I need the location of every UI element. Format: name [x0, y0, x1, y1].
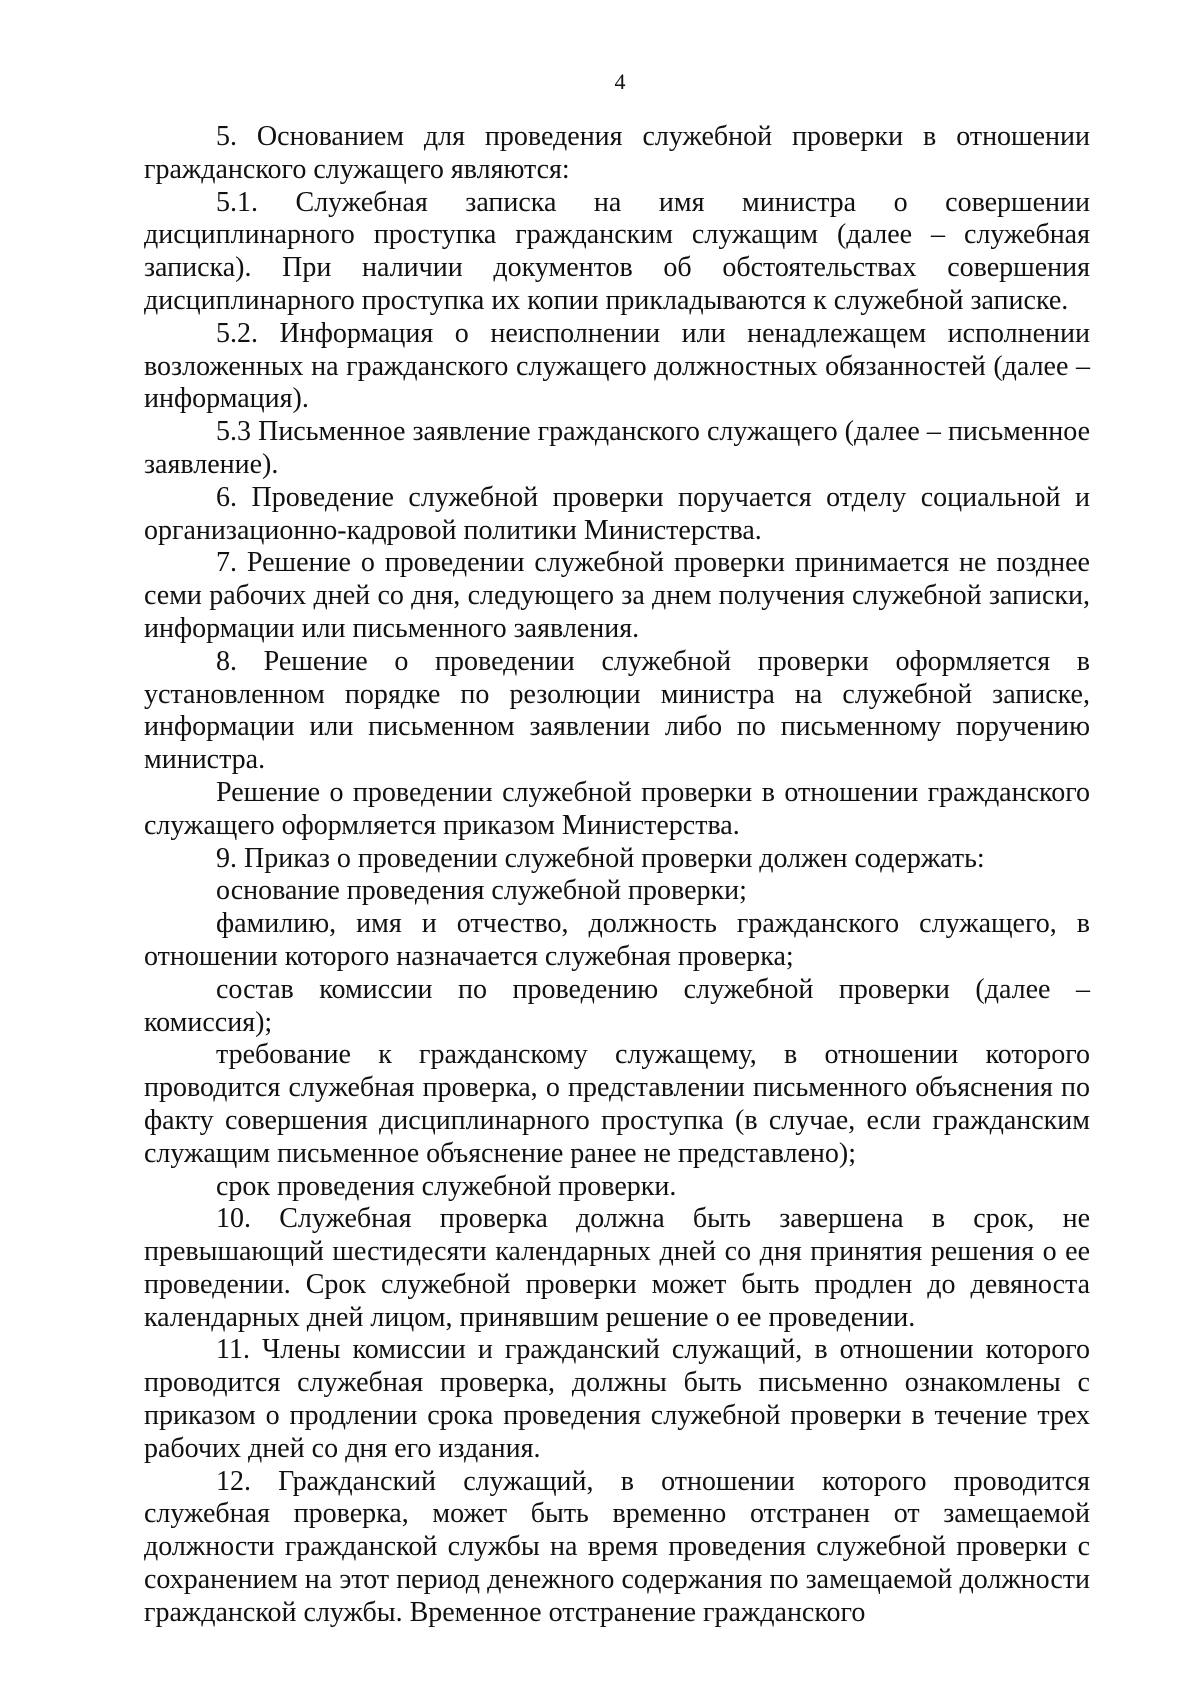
paragraph-8-decision: Решение о проведении служебной проверки в отношении гражданского служащего оформляется приказом Министерства.: [144, 776, 1090, 841]
list-item-term: срок проведения служебной проверки.: [216, 1170, 677, 1202]
list-item-basis: основание проведения служебной проверки;: [216, 875, 747, 907]
paragraph-12: 12. Гражданский служащий, в отношении которого проводится служебная проверка, может быть временно отстранен от замещаемой должности гражданской службы на время проведения служебной проверки с сохранением на этот период денежного содержания по замещаемой должности гражданской службы. Временное отстранение гражданского: [144, 1465, 1090, 1628]
paragraph-9: 9. Приказ о проведении служебной проверки должен содержать:: [216, 842, 985, 874]
paragraph-6: 6. Проведение служебной проверки поручается отделу социальной и организационно-кадровой политики Министерства.: [144, 481, 1090, 546]
paragraph-5: 5. Основанием для проведения служебной проверки в отношении гражданского служащего являются:: [144, 121, 1090, 185]
list-item-commission: состав комиссии по проведению служебной проверки (далее – комиссия);: [144, 973, 1090, 1038]
list-item-requirement: требование к гражданскому служащему, в отношении которого проводится служебная проверка, о представлении письменного объяснения по факту совершения дисциплинарного проступка (в случае, если гражданским служащим письменное объяснение ранее не представлено);: [144, 1039, 1090, 1169]
paragraph-5-2: 5.2. Информация о неисполнении или ненадлежащем исполнении возложенных на гражданского служащего должностных обязанностей (далее – информация).: [144, 317, 1090, 415]
document-body: [144, 121, 1090, 1630]
paragraph-11: 11. Члены комиссии и гражданский служащий, в отношении которого проводится служебная проверка, должны быть письменно ознакомлены с приказом о продлении срока проведения служебной проверки в течение трех рабочих дней со дня его издания.: [144, 1334, 1090, 1464]
paragraph-8: 8. Решение о проведении служебной проверки оформляется в установленном порядке по резолюции министра на служебной записке, информации или письменном заявлении либо по письменному поручению министра.: [144, 645, 1090, 776]
list-item-name-position: фамилию, имя и отчество, должность гражданского служащего, в отношении которого назначается служебная проверка;: [144, 908, 1090, 972]
page-number: 4: [614, 69, 626, 94]
paragraph-5-3: 5.3 Письменное заявление гражданского служащего (далее – письменное заявление).: [144, 416, 1090, 480]
paragraph-5-1: 5.1. Служебная записка на имя министра о совершении дисциплинарного проступка гражданским служащим (далее – служебная записка). При наличии документов об обстоятельствах совершения дисциплинарного проступка их копии прикладываются к служебной записке.: [144, 186, 1090, 316]
paragraph-10: 10. Служебная проверка должна быть завершена в срок, не превышающий шестидесяти календарных дней со дня принятия решения о ее проведении. Срок служебной проверки может быть продлен до девяноста календарных дней лицом, принявшим решение о ее проведении.: [144, 1203, 1090, 1333]
paragraph-7: 7. Решение о проведении служебной проверки принимается не позднее семи рабочих дней со дня, следующего за днем получения служебной записки, информации или письменного заявления.: [144, 547, 1090, 644]
